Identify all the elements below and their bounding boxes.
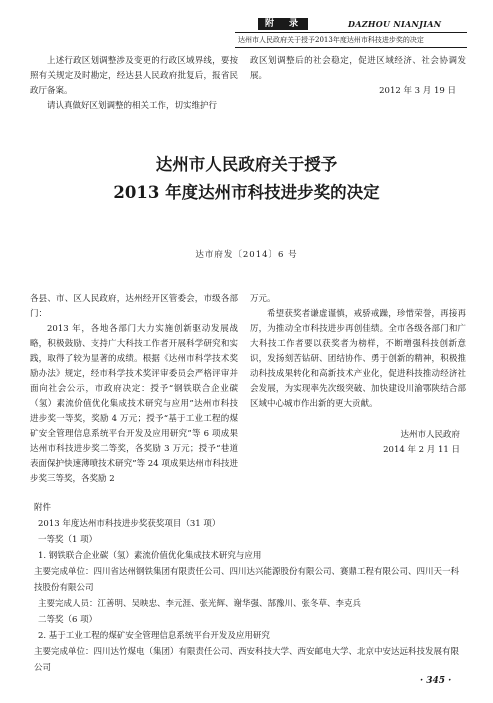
prize-heading: 一等奖（1 项）	[38, 535, 98, 545]
paragraph: 政区划调整后的社会稳定，促进区域经济、社会协调发展。	[250, 56, 466, 81]
project-title: 1. 钢铁联合企业碳（氢）素流价值优化集成技术研究与应用	[38, 551, 262, 561]
salutation: 各县、市、区人民政府，达州经开区管委会，市级各部门：	[30, 294, 238, 319]
header-rule-bottom	[235, 47, 467, 48]
appendix	[34, 500, 466, 676]
paragraph: 2013 年，各地各部门大力实施创新驱动发展战略，积极鼓励、支持广大科技工作者开展科学研究和实践，取得了较为显著的成绩。根据《达州市科学技术奖励办法》规定，经市科学技术奖评审委员会严格评审并面向社会公示，市政府决定：授予“钢铁联合企业碳（氢）素流价值优化集成技术研究与应用”达州市科技进步奖一等奖，奖励 4 万元；授予“基于工业工程的煤矿安全管理信息系统平台开发及应用研究”等 6 项成果达州市科技进步奖二等奖，各奖励 3 万元；授予“巷道表面保护快速薄喷技术研究”等 24 项成果达州市科技进步奖三等奖，各奖励 2	[30, 324, 238, 484]
date: 2012 年 3 月 19 日	[379, 86, 456, 96]
body-right-column	[250, 292, 466, 458]
signer: 达州市人民政府	[400, 430, 460, 440]
project-people: 主要完成人员：江善明、吴映忠、李元涯、张光辉、谢华强、郜豫川、张冬草、李克兵	[38, 599, 362, 609]
body-left-column	[30, 292, 238, 487]
date: 2014 年 2 月 11 日	[383, 445, 460, 455]
paragraph: 万元。	[250, 294, 276, 304]
project-title: 2. 基于工业工程的煤矿安全管理信息系统平台开发及应用研究	[38, 631, 270, 641]
project-units: 主要完成单位：四川达竹煤电（集团）有限责任公司、西安科技大学、西安邮电大学、北京中安达远科技发展有限公司	[34, 647, 460, 673]
header-rule-top	[235, 32, 467, 33]
appendix-heading: 附件	[34, 503, 52, 513]
page-number: · 345 ·	[420, 676, 452, 686]
journal-name: DAZHOU NIANJIAN	[348, 19, 442, 29]
top-right-column	[250, 54, 466, 99]
appendix-list-title: 2013 年度达州市科技进步奖获奖项目（31 项）	[38, 519, 221, 529]
paragraph: 请认真做好区划调整的相关工作，切实维护行	[47, 101, 218, 111]
section-tag: 附 录	[258, 18, 308, 30]
document-title-line1: 达州市人民政府关于授予	[155, 155, 338, 174]
prize-heading: 二等奖（6 项）	[38, 615, 98, 625]
project-units: 主要完成单位：四川省达州钢铁集团有限责任公司、四川达兴能源股份有限公司、赛鼎工程有限公司、四川天一科技股份有限公司	[34, 567, 460, 593]
document-number: 达市府发〔2014〕6 号	[195, 250, 298, 260]
running-title: 达州市人民政府关于授予2013年度达州市科技进步奖的决定	[238, 36, 424, 44]
top-left-column	[30, 54, 238, 114]
document-title-line2: 2013 年度达州市科技进步奖的决定	[113, 183, 380, 202]
paragraph: 上述行政区划调整涉及变更的行政区域界线，要按照有关规定及时勘定，经达县人民政府批复后，报省民政厅备案。	[30, 56, 238, 96]
paragraph: 希望获奖者谦虚谨慎，戒骄戒躁，珍惜荣誉，再接再厉，为推动全市科技进步再创佳绩。全市各级各部门和广大科技工作者要以获奖者为榜样，不断增强科技创新意识，发扬刻苦钻研、团结协作、勇于创新的精神，积极推动科技成果转化和高新技术产业化，促进科技推动经济社会发展，为实现率先次级突破、加快建设川渝鄂陕结合部区域中心城市作出新的更大贡献。	[250, 309, 466, 409]
